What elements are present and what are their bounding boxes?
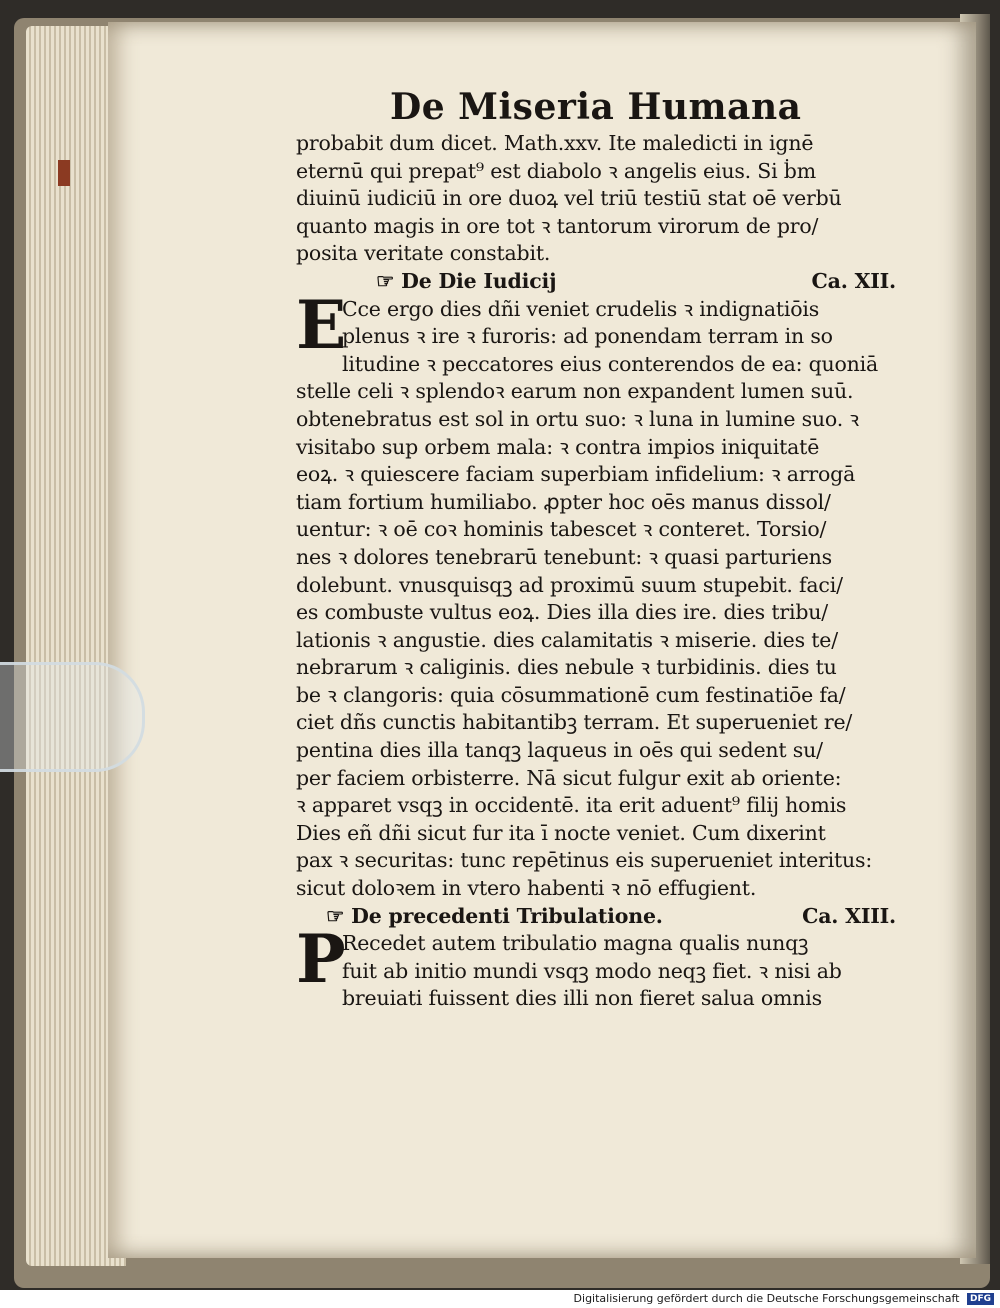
text-line: probabit dum dicet. Math.xxv. Ite maledicti in ignē: [296, 131, 814, 155]
text-line: stelle celi ꝛ splendoꝛ earum non expandent lumen suū.: [296, 379, 854, 404]
text-line: pax ꝛ securitas: tunc repētinus eis superueniet interitus:: [296, 848, 873, 873]
chapter-lines: [296, 920, 896, 1013]
text-line: obtenebratus est sol in ortu suo: ꝛ luna in lumine suo. ꝛ: [296, 406, 859, 431]
text-line: eoꝝ. ꝛ quiescere faciam superbiam infidelium: ꝛ arrogā: [296, 462, 856, 487]
text-line: nebrarum ꝛ caliginis. dies nebule ꝛ turbidinis. dies tu: [296, 655, 837, 680]
chapter-number: Ca. XIII.: [802, 903, 896, 928]
chapter-heading: [296, 903, 896, 931]
text-line: eternū qui prepat⁹ est diabolo ꝛ angelis eius. Si ḃm: [296, 158, 816, 183]
text-line: dolebunt. vnusquisqꝫ ad proximū suum stupebit. faci/: [296, 572, 843, 597]
text-line: sicut doloꝛem in vtero habenti ꝛ nō effugient.: [296, 876, 757, 901]
text-line: tiam fortium humiliabo. ꝓpter hoc oēs manus dissol/: [296, 489, 831, 514]
text-line: breuiati fuissent dies illi non fieret salua omnis: [342, 986, 822, 1011]
initial-letter: P: [296, 920, 346, 999]
dfg-logo: DFG: [967, 1293, 994, 1305]
text-line: lationis ꝛ angustie. dies calamitatis ꝛ miserie. dies te/: [296, 627, 838, 652]
footer-credit: [0, 1290, 1000, 1308]
text-line: ꝛ apparet vsqꝫ in occidentē. ita erit aduent⁹ filij homis: [296, 793, 847, 818]
chapter-lines: [296, 285, 896, 903]
chapter-title: ☞ De Die Iudicij: [376, 268, 557, 293]
text-line: visitabo sup orbem mala: ꝛ contra impios iniquitatē: [296, 434, 820, 459]
text-line: be ꝛ clangoris: quia cōsummationē cum festinatiōe fa/: [296, 682, 846, 707]
text-line: pentina dies illa tanqꝫ laqueus in oēs qui sedent su/: [296, 738, 823, 763]
text-line: E Cce ergo dies dñi veniet crudelis ꝛ indignatiōis: [296, 285, 820, 364]
chapter-number: Ca. XII.: [811, 268, 896, 293]
text-line: P Recedet autem tribulatio magna qualis nunqꝫ: [296, 920, 809, 999]
chapter-title: ☞ De precedenti Tribulatione.: [326, 903, 663, 928]
footer-text: Digitalisierung gefördert durch die Deutsche Forschungsgemeinschaft: [573, 1292, 960, 1305]
text-line: plenus ꝛ ire ꝛ furoris: ad ponendam terram in so: [342, 324, 833, 349]
text-line: fuit ab initio mundi vsqꝫ modo neqꝫ fiet. ꝛ nisi ab: [342, 958, 842, 983]
text-line: es combuste vultus eoꝝ. Dies illa dies ire. dies tribu/: [296, 600, 828, 625]
page-marker-tab: [58, 160, 70, 186]
chapter-body: [296, 285, 896, 903]
initial-letter: E: [296, 285, 347, 364]
text-line: quanto magis in ore tot ꝛ tantorum virorum de pro/: [296, 213, 819, 238]
text-line: posita veritate constabit.: [296, 241, 551, 266]
text-line: per faciem orbisterre. Nā sicut fulgur exit ab oriente:: [296, 765, 842, 790]
chapter-body: [296, 920, 896, 1013]
text-line: nes ꝛ dolores tenebrarū tenebunt: ꝛ quasi parturiens: [296, 544, 832, 569]
running-title: De Miseria Humana: [390, 86, 802, 128]
page-text: [296, 130, 896, 1013]
text-line: Dies eñ dñi sicut fur ita ī nocte veniet. Cum dixerint: [296, 820, 826, 845]
text-line: uentur: ꝛ oē coꝛ hominis tabescet ꝛ conteret. Torsio/: [296, 517, 827, 542]
page-clip: [0, 662, 145, 772]
opening-block: [296, 130, 896, 268]
text-line: diuinū iudiciū in ore duoꝝ vel triū testiū stat oē verbū: [296, 186, 842, 211]
chapter-heading: [296, 268, 896, 296]
text-line: litudine ꝛ peccatores eius conterendos de ea: quoniā: [342, 351, 879, 376]
text-line: ciet dñs cunctis habitantibꝫ terram. Et superueniet re/: [296, 710, 853, 735]
